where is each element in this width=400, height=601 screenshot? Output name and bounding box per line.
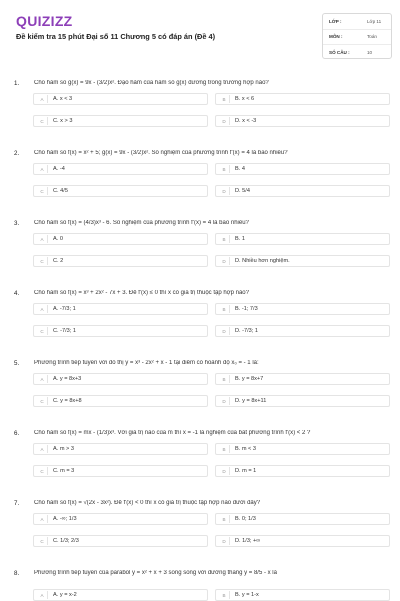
question-text: Phương trình tiếp tuyến của parabol y = x² + x + 3 song song với đường thẳng y = 8/5 - x là [34, 570, 277, 576]
option-b[interactable] [215, 373, 390, 385]
meta-label: LỚP : [329, 18, 342, 24]
option-letter: A [37, 305, 48, 313]
option-c[interactable] [33, 535, 208, 547]
question-5 [0, 360, 400, 430]
option-text: A. 0 [53, 236, 63, 242]
option-b[interactable] [215, 163, 390, 175]
meta-value: Toán [367, 34, 377, 40]
meta-row-count [323, 45, 391, 60]
option-text: A. x < 3 [53, 96, 73, 102]
option-letter: C [37, 397, 48, 405]
option-a[interactable] [33, 163, 208, 175]
question-2 [0, 150, 400, 220]
option-a[interactable] [33, 303, 208, 315]
option-letter: C [37, 257, 48, 265]
option-text: A. y = 8x+3 [53, 376, 82, 382]
question-number: 3. [14, 220, 20, 227]
option-letter: D [219, 467, 230, 475]
option-text: D. y = 8x+11 [235, 398, 267, 404]
question-text: Cho hàm số g(x) = 9x - (3/2)x². Đạo hàm của hàm số g(x) dương trong trường hợp nào? [34, 80, 269, 86]
option-text: B. x < 6 [235, 96, 255, 102]
option-letter: B [219, 591, 230, 599]
option-letter: A [37, 95, 48, 103]
option-d[interactable] [215, 535, 390, 547]
option-a[interactable] [33, 589, 208, 601]
question-text: Cho hàm số f(x) = (4/3)x³ - 6. Số nghiệm của phương trình f'(x) = 4 là bao nhiêu? [34, 220, 249, 226]
option-text: D. -7/3; 1 [235, 328, 259, 334]
option-text: C. 1/3; 2/3 [53, 538, 79, 544]
option-c[interactable] [33, 115, 208, 127]
option-text: B. 0; 1/3 [235, 516, 256, 522]
option-text: B. 4 [235, 166, 245, 172]
option-b[interactable] [215, 589, 390, 601]
option-d[interactable] [215, 255, 390, 267]
option-letter: D [219, 257, 230, 265]
option-d[interactable] [215, 115, 390, 127]
option-text: C. -7/3; 1 [53, 328, 77, 334]
option-letter: D [219, 187, 230, 195]
option-text: D. 1/3; +∞ [235, 538, 261, 544]
option-letter: A [37, 445, 48, 453]
meta-label: MÔN : [329, 34, 343, 40]
option-c[interactable] [33, 325, 208, 337]
option-letter: A [37, 235, 48, 243]
option-letter: C [37, 117, 48, 125]
question-4 [0, 290, 400, 360]
question-number: 5. [14, 360, 20, 367]
question-6 [0, 430, 400, 500]
question-number: 1. [14, 80, 20, 87]
question-number: 7. [14, 500, 20, 507]
question-text: Cho hàm số f(x) = x² + 5; g(x) = 9x - (3/2)x². Số nghiệm của phương trình f'(x) = 4 là bao nhiêu? [34, 150, 288, 156]
option-text: A. -∞; 1/3 [53, 516, 77, 522]
option-letter: A [37, 591, 48, 599]
option-letter: A [37, 375, 48, 383]
worksheet-header [0, 0, 400, 70]
option-letter: C [37, 327, 48, 335]
option-text: A. -4 [53, 166, 65, 172]
option-letter: C [37, 537, 48, 545]
option-letter: B [219, 375, 230, 383]
option-letter: B [219, 95, 230, 103]
option-d[interactable] [215, 465, 390, 477]
option-text: A. m > 3 [53, 446, 74, 452]
option-letter: B [219, 515, 230, 523]
option-letter: B [219, 165, 230, 173]
meta-row-class [323, 14, 391, 30]
option-c[interactable] [33, 255, 208, 267]
option-letter: B [219, 305, 230, 313]
option-text: C. 4/5 [53, 188, 68, 194]
option-letter: A [37, 515, 48, 523]
option-text: B. -1; 7/3 [235, 306, 258, 312]
meta-value: Lớp 11 [367, 18, 382, 24]
question-text: Cho hàm số f(x) = x³ + 2x² - 7x + 3. Để f'(x) ≤ 0 thì x có giá trị thuộc tập hợp nào? [34, 290, 249, 296]
option-b[interactable] [215, 233, 390, 245]
option-b[interactable] [215, 513, 390, 525]
option-text: B. m < 3 [235, 446, 256, 452]
option-c[interactable] [33, 395, 208, 407]
option-d[interactable] [215, 185, 390, 197]
option-text: C. x > 3 [53, 118, 73, 124]
option-c[interactable] [33, 465, 208, 477]
quizizz-logo[interactable]: QUIZIZZ [16, 13, 73, 29]
option-letter: D [219, 537, 230, 545]
option-text: C. m = 3 [53, 468, 75, 474]
option-b[interactable] [215, 93, 390, 105]
question-3 [0, 220, 400, 290]
option-a[interactable] [33, 443, 208, 455]
option-letter: A [37, 165, 48, 173]
option-letter: B [219, 445, 230, 453]
meta-label: SỐ CÂU : [329, 49, 350, 55]
question-number: 8. [14, 570, 20, 577]
option-d[interactable] [215, 325, 390, 337]
option-letter: C [37, 187, 48, 195]
question-8 [0, 570, 400, 600]
option-letter: D [219, 327, 230, 335]
option-letter: C [37, 467, 48, 475]
option-a[interactable] [33, 93, 208, 105]
option-text: D. 5/4 [235, 188, 250, 194]
question-7 [0, 500, 400, 570]
option-text: B. y = 1-x [235, 592, 259, 598]
option-text: A. y = x-2 [53, 592, 77, 598]
question-number: 2. [14, 150, 20, 157]
question-text: Cho hàm số f(x) = √(2x - 3x²). Để f'(x) < 0 thì x có giá trị thuộc tập hợp nào dưới đây? [34, 500, 261, 506]
option-c[interactable] [33, 185, 208, 197]
meta-row-subject [323, 30, 391, 46]
option-letter: B [219, 235, 230, 243]
option-a[interactable] [33, 513, 208, 525]
option-text: D. x < -3 [235, 118, 257, 124]
option-text: D. m = 1 [235, 468, 257, 474]
meta-value: 10 [367, 49, 373, 55]
question-number: 4. [14, 290, 20, 297]
page-title: Đề kiểm tra 15 phút Đại số 11 Chương 5 có đáp án (Đề 4) [16, 32, 216, 41]
question-1 [0, 80, 400, 150]
question-text: Cho hàm số f(x) = mx - (1/3)x³. Với giá trị nào của m thì x = -1 là nghiệm của bất phương trình f'(x) < 2 ? [34, 430, 311, 436]
option-b[interactable] [215, 303, 390, 315]
option-text: A. -7/3; 1 [53, 306, 76, 312]
option-letter: D [219, 117, 230, 125]
option-text: B. y = 8x+7 [235, 376, 264, 382]
option-letter: D [219, 397, 230, 405]
option-a[interactable] [33, 373, 208, 385]
option-b[interactable] [215, 443, 390, 455]
option-a[interactable] [33, 233, 208, 245]
question-text: Phương trình tiếp tuyến với đồ thị y = x³ - 2x² + x - 1 tại điểm có hoành độ x₀ = - 1 là: [34, 360, 259, 366]
option-text: C. 2 [53, 258, 64, 264]
option-d[interactable] [215, 395, 390, 407]
question-number: 6. [14, 430, 20, 437]
meta-info-box [322, 13, 392, 59]
option-text: D. Nhiều hơn nghiệm. [235, 258, 290, 264]
option-text: C. y = 8x+8 [53, 398, 82, 404]
option-text: B. 1 [235, 236, 245, 242]
